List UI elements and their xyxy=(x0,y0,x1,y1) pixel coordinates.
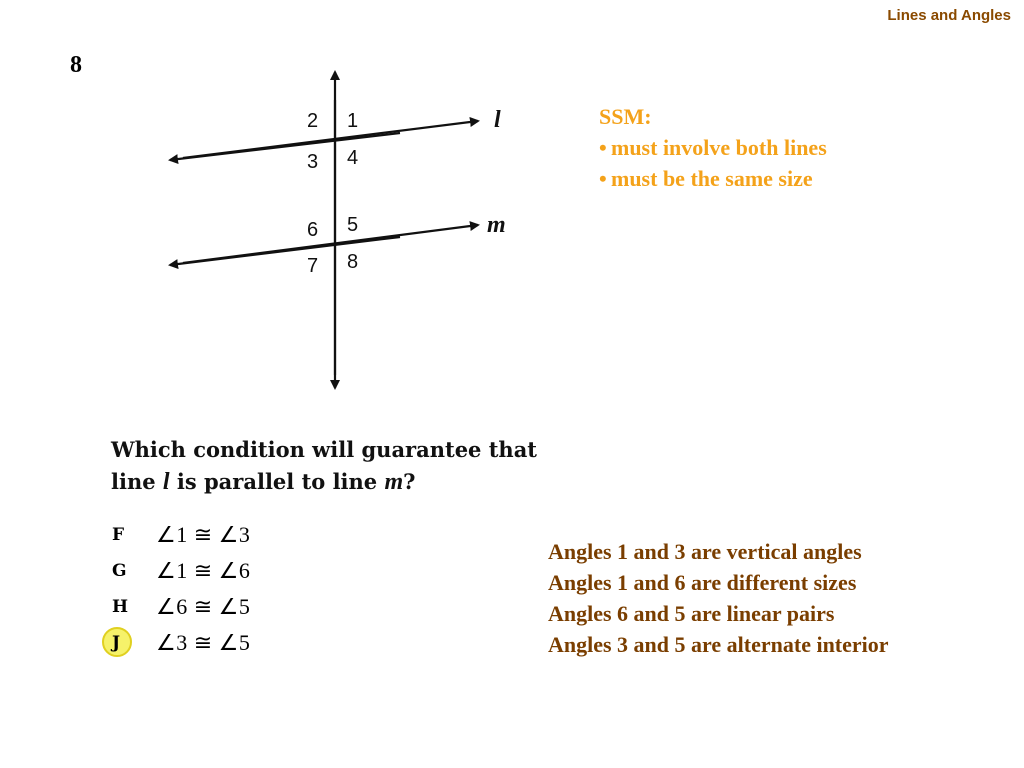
ssm-bullet-text: must be the same size xyxy=(611,166,813,191)
explanation-line: Angles 1 and 6 are different sizes xyxy=(548,570,857,595)
line-l-left xyxy=(170,133,400,160)
question-line-2 xyxy=(111,466,537,498)
bullet-icon: • xyxy=(599,166,607,191)
choice-h[interactable] xyxy=(110,589,250,625)
problem-number: 8 xyxy=(70,52,82,78)
angle-label-2: 2 xyxy=(307,110,319,132)
question-text xyxy=(111,434,537,498)
explanations xyxy=(548,536,889,660)
ssm-heading: SSM: xyxy=(599,104,652,129)
angle-label-3: 3 xyxy=(307,151,319,173)
answer-choices xyxy=(110,517,250,661)
choice-expression: ∠3 ≅ ∠5 xyxy=(156,630,251,655)
choice-expression: ∠6 ≅ ∠5 xyxy=(156,594,251,619)
line-m-left xyxy=(170,237,400,265)
ssm-bullet-text: must involve both lines xyxy=(611,135,827,160)
choice-letter: H xyxy=(112,597,129,617)
angle-label-1: 1 xyxy=(347,110,359,132)
choice-letter: G xyxy=(112,561,127,581)
line-m-label: m xyxy=(487,212,506,238)
choice-f[interactable] xyxy=(110,517,250,553)
page-title: Lines and Angles xyxy=(887,7,1011,24)
question-text-part: ? xyxy=(403,469,416,494)
angle-label-6: 6 xyxy=(307,219,319,241)
line-l-label: l xyxy=(494,107,501,133)
choice-letter: J xyxy=(112,633,121,653)
ssm-bullet xyxy=(599,132,827,163)
question-text-part: is parallel to line xyxy=(169,469,385,494)
angle-label-5: 5 xyxy=(347,214,359,236)
angle-label-4: 4 xyxy=(347,147,359,169)
choice-expression: ∠1 ≅ ∠3 xyxy=(156,522,251,547)
choice-j[interactable] xyxy=(110,625,250,661)
angle-label-8: 8 xyxy=(347,251,359,273)
angle-label-7: 7 xyxy=(307,255,319,277)
ssm-note xyxy=(599,101,827,194)
explanation-line: Angles 6 and 5 are linear pairs xyxy=(548,601,835,626)
bullet-icon: • xyxy=(599,135,607,160)
explanation-line: Angles 3 and 5 are alternate interior xyxy=(548,632,889,657)
explanation-line: Angles 1 and 3 are vertical angles xyxy=(548,539,862,564)
ssm-bullet xyxy=(599,163,827,194)
choice-g[interactable] xyxy=(110,553,250,589)
choice-expression: ∠1 ≅ ∠6 xyxy=(156,558,251,583)
question-text-part: line xyxy=(111,469,163,494)
choice-letter: F xyxy=(112,525,125,545)
line-l-ref: l xyxy=(162,469,170,495)
question-line-1: Which condition will guarantee that xyxy=(111,437,538,462)
line-m-ref: m xyxy=(384,469,404,495)
